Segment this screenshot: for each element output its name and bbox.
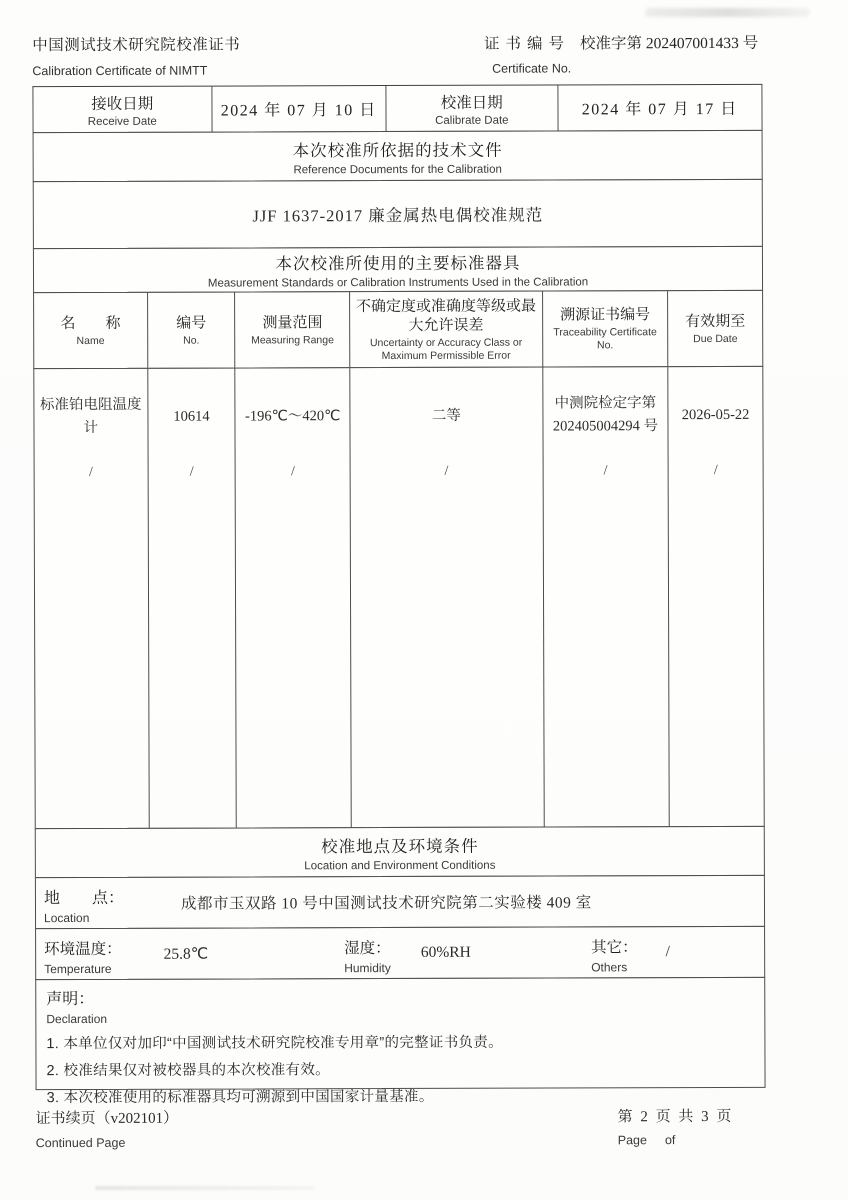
environment-title-cn: 校准地点及环境条件 <box>321 837 479 856</box>
column-header-range-cn: 测量范围 <box>262 313 323 331</box>
location-value: 成都市玉双路 10 号中国测试技术研究院第二实验楼 409 室 <box>180 894 592 913</box>
declaration-item-3: 3. 本次校准使用的标准器具均可溯源到中国国家计量基准。 <box>46 1088 434 1107</box>
certificate-title-cn: 中国测试技术研究院校准证书 <box>32 36 241 55</box>
location-row <box>35 875 765 929</box>
humidity-label-cn: 湿度： <box>344 940 391 958</box>
date-table <box>32 84 762 133</box>
page-word: Page <box>617 1133 647 1148</box>
others-label-cn: 其它： <box>591 939 638 957</box>
reference-content-box <box>33 179 763 249</box>
scan-artifact-bottom <box>95 1186 315 1190</box>
others-label-block <box>591 927 638 977</box>
environment-section-title <box>35 826 765 878</box>
standards-table-body <box>33 366 764 829</box>
location-label-en: Location <box>44 910 90 926</box>
temperature-value: 25.8℃ <box>163 945 209 963</box>
cell-accuracy-class-2: / <box>444 463 449 479</box>
column-header-no-cn: 编号 <box>176 314 207 332</box>
standards-section-title <box>33 246 763 293</box>
temperature-label-block <box>44 929 122 979</box>
humidity-label-block <box>344 928 391 978</box>
column-header-uncertainty <box>350 292 543 368</box>
footer-left-block <box>36 1107 179 1150</box>
column-header-name-cn: 名 称 <box>60 314 121 332</box>
receive-date-label-cell <box>33 87 212 133</box>
others-value: / <box>665 943 670 961</box>
standards-title-en: Measurement Standards or Calibration Instruments Used in the Calibration <box>207 276 589 290</box>
table-column-uncertainty <box>350 368 544 828</box>
temperature-group <box>44 928 344 979</box>
table-column-range <box>236 368 352 827</box>
certificate-number-label-en: Certificate No. <box>492 61 572 76</box>
table-column-traceability <box>543 367 670 826</box>
receive-date-value-cell <box>212 86 387 132</box>
column-header-name-en: Name <box>76 334 105 347</box>
humidity-value: 60%RH <box>420 943 471 961</box>
cell-instrument-no: 10614 <box>173 408 210 425</box>
environment-row <box>35 926 765 980</box>
declaration-item-1: 1. 本单位仅对加印“中国测试技术研究院校准专用章”的完整证书负责。 <box>46 1034 503 1053</box>
cell-traceability-no: 中测院检定字第 202405004294 号 <box>552 395 659 435</box>
cell-traceability-no-2: / <box>603 463 608 479</box>
reference-title-cn: 本次校准所依据的技术文件 <box>292 141 503 160</box>
cell-instrument-name: 标准铂电阻温度计 <box>39 396 142 436</box>
table-column-due-date <box>669 367 764 826</box>
humidity-label-en: Humidity <box>344 961 391 976</box>
column-header-due-date-en: Due Date <box>693 332 738 345</box>
column-header-name <box>34 293 148 368</box>
page-number-en <box>618 1133 766 1147</box>
certificate-title-en: Calibration Certificate of NIMTT <box>32 63 208 79</box>
column-header-range-en: Measuring Range <box>251 333 334 346</box>
column-header-traceability-cn: 溯源证书编号 <box>560 306 651 324</box>
others-label-en: Others <box>591 960 628 975</box>
cell-accuracy-class: 二等 <box>431 407 461 424</box>
certificate-number-line <box>484 31 758 54</box>
location-label-cn: 地 点： <box>43 889 125 908</box>
calibrate-date-value: 2024 年 07 月 17 日 <box>581 100 738 119</box>
page-number-block <box>618 1105 766 1148</box>
reference-title-en: Reference Documents for the Calibration <box>293 163 502 176</box>
certificate-number-value: 校准字第 202407001433 号 <box>579 34 759 53</box>
declaration-title-en: Declaration <box>46 1011 108 1027</box>
calibrate-date-label-en: Calibrate Date <box>435 114 509 127</box>
declaration-section <box>35 977 765 1107</box>
cell-measuring-range-2: / <box>290 464 295 480</box>
cell-measuring-range: -196℃～420℃ <box>245 407 341 424</box>
cell-due-date: 2026-05-22 <box>681 406 750 423</box>
column-header-due-date-cn: 有效期至 <box>685 312 746 330</box>
column-header-due-date <box>668 291 762 366</box>
table-column-no <box>148 369 237 828</box>
cell-instrument-no-2: / <box>189 464 194 480</box>
receive-date-value: 2024 年 07 月 10 日 <box>220 102 377 120</box>
column-header-no <box>148 293 236 368</box>
table-column-name <box>34 369 149 828</box>
calibrate-date-value-cell <box>558 85 762 131</box>
location-label-block <box>44 878 149 928</box>
column-header-uncertainty-cn: 不确定度或准确度等级或最大允许误差 <box>355 297 537 334</box>
declaration-title-cn: 声明： <box>46 990 95 1009</box>
environment-title-en: Location and Environment Conditions <box>304 859 496 872</box>
temperature-label-cn: 环境温度： <box>44 940 122 959</box>
page-footer <box>36 1105 766 1150</box>
column-header-traceability <box>543 291 669 366</box>
continued-page-label-cn: 证书续页（v202101） <box>35 1110 179 1128</box>
certificate-content <box>32 31 766 1150</box>
header-title-block <box>32 32 240 87</box>
others-group <box>591 927 764 978</box>
page-number-cn: 第 2 页 共 3 页 <box>617 1108 734 1126</box>
receive-date-label-en: Receive Date <box>87 115 157 128</box>
standards-table-header <box>33 290 763 369</box>
cell-due-date-2: / <box>713 462 718 479</box>
declaration-item-2: 2. 校准结果仅对被校器具的本次校准有效。 <box>46 1062 330 1080</box>
certificate-header <box>32 31 762 87</box>
of-word: of <box>664 1133 676 1148</box>
reference-section-title <box>33 130 763 182</box>
certificate-number-label-cn: 证书编号 <box>483 35 571 53</box>
humidity-group <box>344 927 591 978</box>
receive-date-label-cn: 接收日期 <box>91 95 154 113</box>
column-header-uncertainty-en: Uncertainty or Accuracy Class or Maximum Permissible Error <box>369 336 523 362</box>
certificate-number-block <box>484 31 762 86</box>
calibrate-date-label-cell <box>386 85 558 131</box>
continued-page-label-en: Continued Page <box>35 1135 126 1151</box>
calibrate-date-label-cn: 校准日期 <box>440 94 503 112</box>
column-header-no-en: No. <box>183 334 200 347</box>
cell-instrument-name-2: / <box>88 464 93 480</box>
standards-title-cn: 本次校准所使用的主要标准器具 <box>275 254 521 274</box>
column-header-traceability-en: Traceability Certificate No. <box>553 326 657 352</box>
column-header-range <box>236 292 351 367</box>
reference-document: JJF 1637-2017 廉金属热电偶校准规范 <box>252 205 544 226</box>
temperature-label-en: Temperature <box>44 961 112 977</box>
scan-artifact-top <box>645 8 810 17</box>
